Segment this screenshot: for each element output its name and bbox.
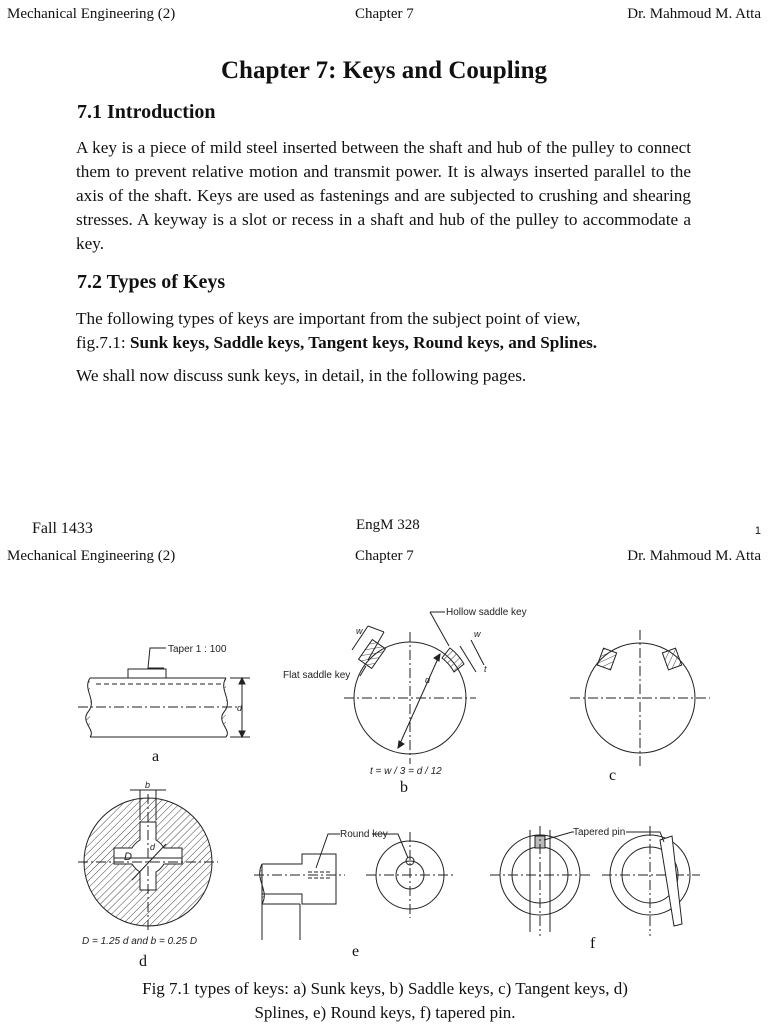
figure-caption-line1: Fig 7.1 types of keys: a) Sunk keys, b) Saddle keys, c) Tangent keys, d)	[142, 979, 628, 998]
page-number: 1	[754, 525, 761, 537]
introduction-paragraph: A key is a piece of mild steel inserted between the shaft and hub of the pulley to connect them to prevent relative motion and transmit power. It is always inserted parallel to the axis of the shaft. Keys are used as fastenings and are subjected to crushing and shearing stresses. A keyway is a slot or recess in a shaft and hub of the pulley to accommodate a key.	[76, 138, 691, 253]
subfigure-label-f: f	[590, 935, 596, 952]
saddle-key-drawing	[344, 612, 484, 764]
tapered-pin-drawing	[490, 826, 700, 936]
page1-footer-center: EngM 328	[356, 517, 420, 533]
page2-header-right: Dr. Mahmoud M. Atta	[627, 548, 761, 564]
subfigure-label-b: b	[400, 779, 408, 796]
page2-header-left: Mechanical Engineering (2)	[7, 548, 176, 564]
page1-header-left: Mechanical Engineering (2)	[7, 6, 176, 22]
saddle-dim-w-right: w	[474, 629, 481, 639]
saddle-dim-d: d	[425, 675, 431, 685]
page2-header-center: Chapter 7	[355, 548, 414, 564]
saddle-dim-w-left: w	[356, 626, 363, 636]
page1-header-right: Dr. Mahmoud M. Atta	[627, 6, 761, 22]
chapter-title: Chapter 7: Keys and Coupling	[221, 57, 547, 84]
sunk-key-shape	[128, 669, 166, 678]
spline-dim-b: b	[145, 780, 151, 790]
spline-drawing	[78, 790, 218, 930]
tangent-key-left-shape	[597, 648, 616, 670]
tapered-pin-label: Tapered pin	[573, 827, 626, 838]
types-intro-line1: The following types of keys are important from the subject point of view,	[76, 309, 581, 328]
types-intro-key-list: Sunk keys, Saddle keys, Tangent keys, Round keys, and Splines.	[129, 333, 598, 352]
saddle-formula: t = w / 3 = d / 12	[370, 766, 442, 777]
hollow-saddle-key-shape	[442, 648, 464, 672]
tangent-key-drawing	[570, 630, 710, 766]
sunk-key-drawing	[78, 648, 250, 737]
subfigure-label-e: e	[352, 943, 360, 960]
subfigure-label-d: d	[139, 953, 147, 970]
spline-formula: D = 1.25 d and b = 0.25 D	[82, 936, 198, 947]
page1-header-center: Chapter 7	[355, 6, 414, 22]
section-heading-introduction: 7.1 Introduction	[77, 101, 216, 123]
section-heading-types-of-keys: 7.2 Types of Keys	[77, 271, 226, 293]
types-intro-ref: fig.7.1:	[76, 333, 130, 352]
subfigure-label-c: c	[609, 767, 617, 784]
round-key-label: Round key	[340, 829, 388, 840]
round-key-drawing	[254, 832, 454, 940]
page1-footer-left: Fall 1433	[32, 520, 93, 537]
tangent-key-right-shape	[662, 648, 681, 670]
figure-caption	[90, 977, 680, 1025]
subfigure-label-a: a	[152, 748, 160, 765]
saddle-dim-t: t	[484, 664, 487, 674]
spline-dim-D: D	[124, 851, 132, 863]
sunk-key-dim-d: d	[237, 703, 243, 713]
taper-label: Taper 1 : 100	[168, 644, 227, 655]
hollow-saddle-key-label: Hollow saddle key	[446, 607, 527, 618]
types-closing-paragraph: We shall now discuss sunk keys, in detail, in the following pages.	[76, 366, 527, 385]
flat-saddle-key-label: Flat saddle key	[283, 670, 351, 681]
spline-dim-d: d	[150, 842, 156, 852]
figure-caption-line2: Splines, e) Round keys, f) tapered pin.	[254, 1003, 516, 1022]
